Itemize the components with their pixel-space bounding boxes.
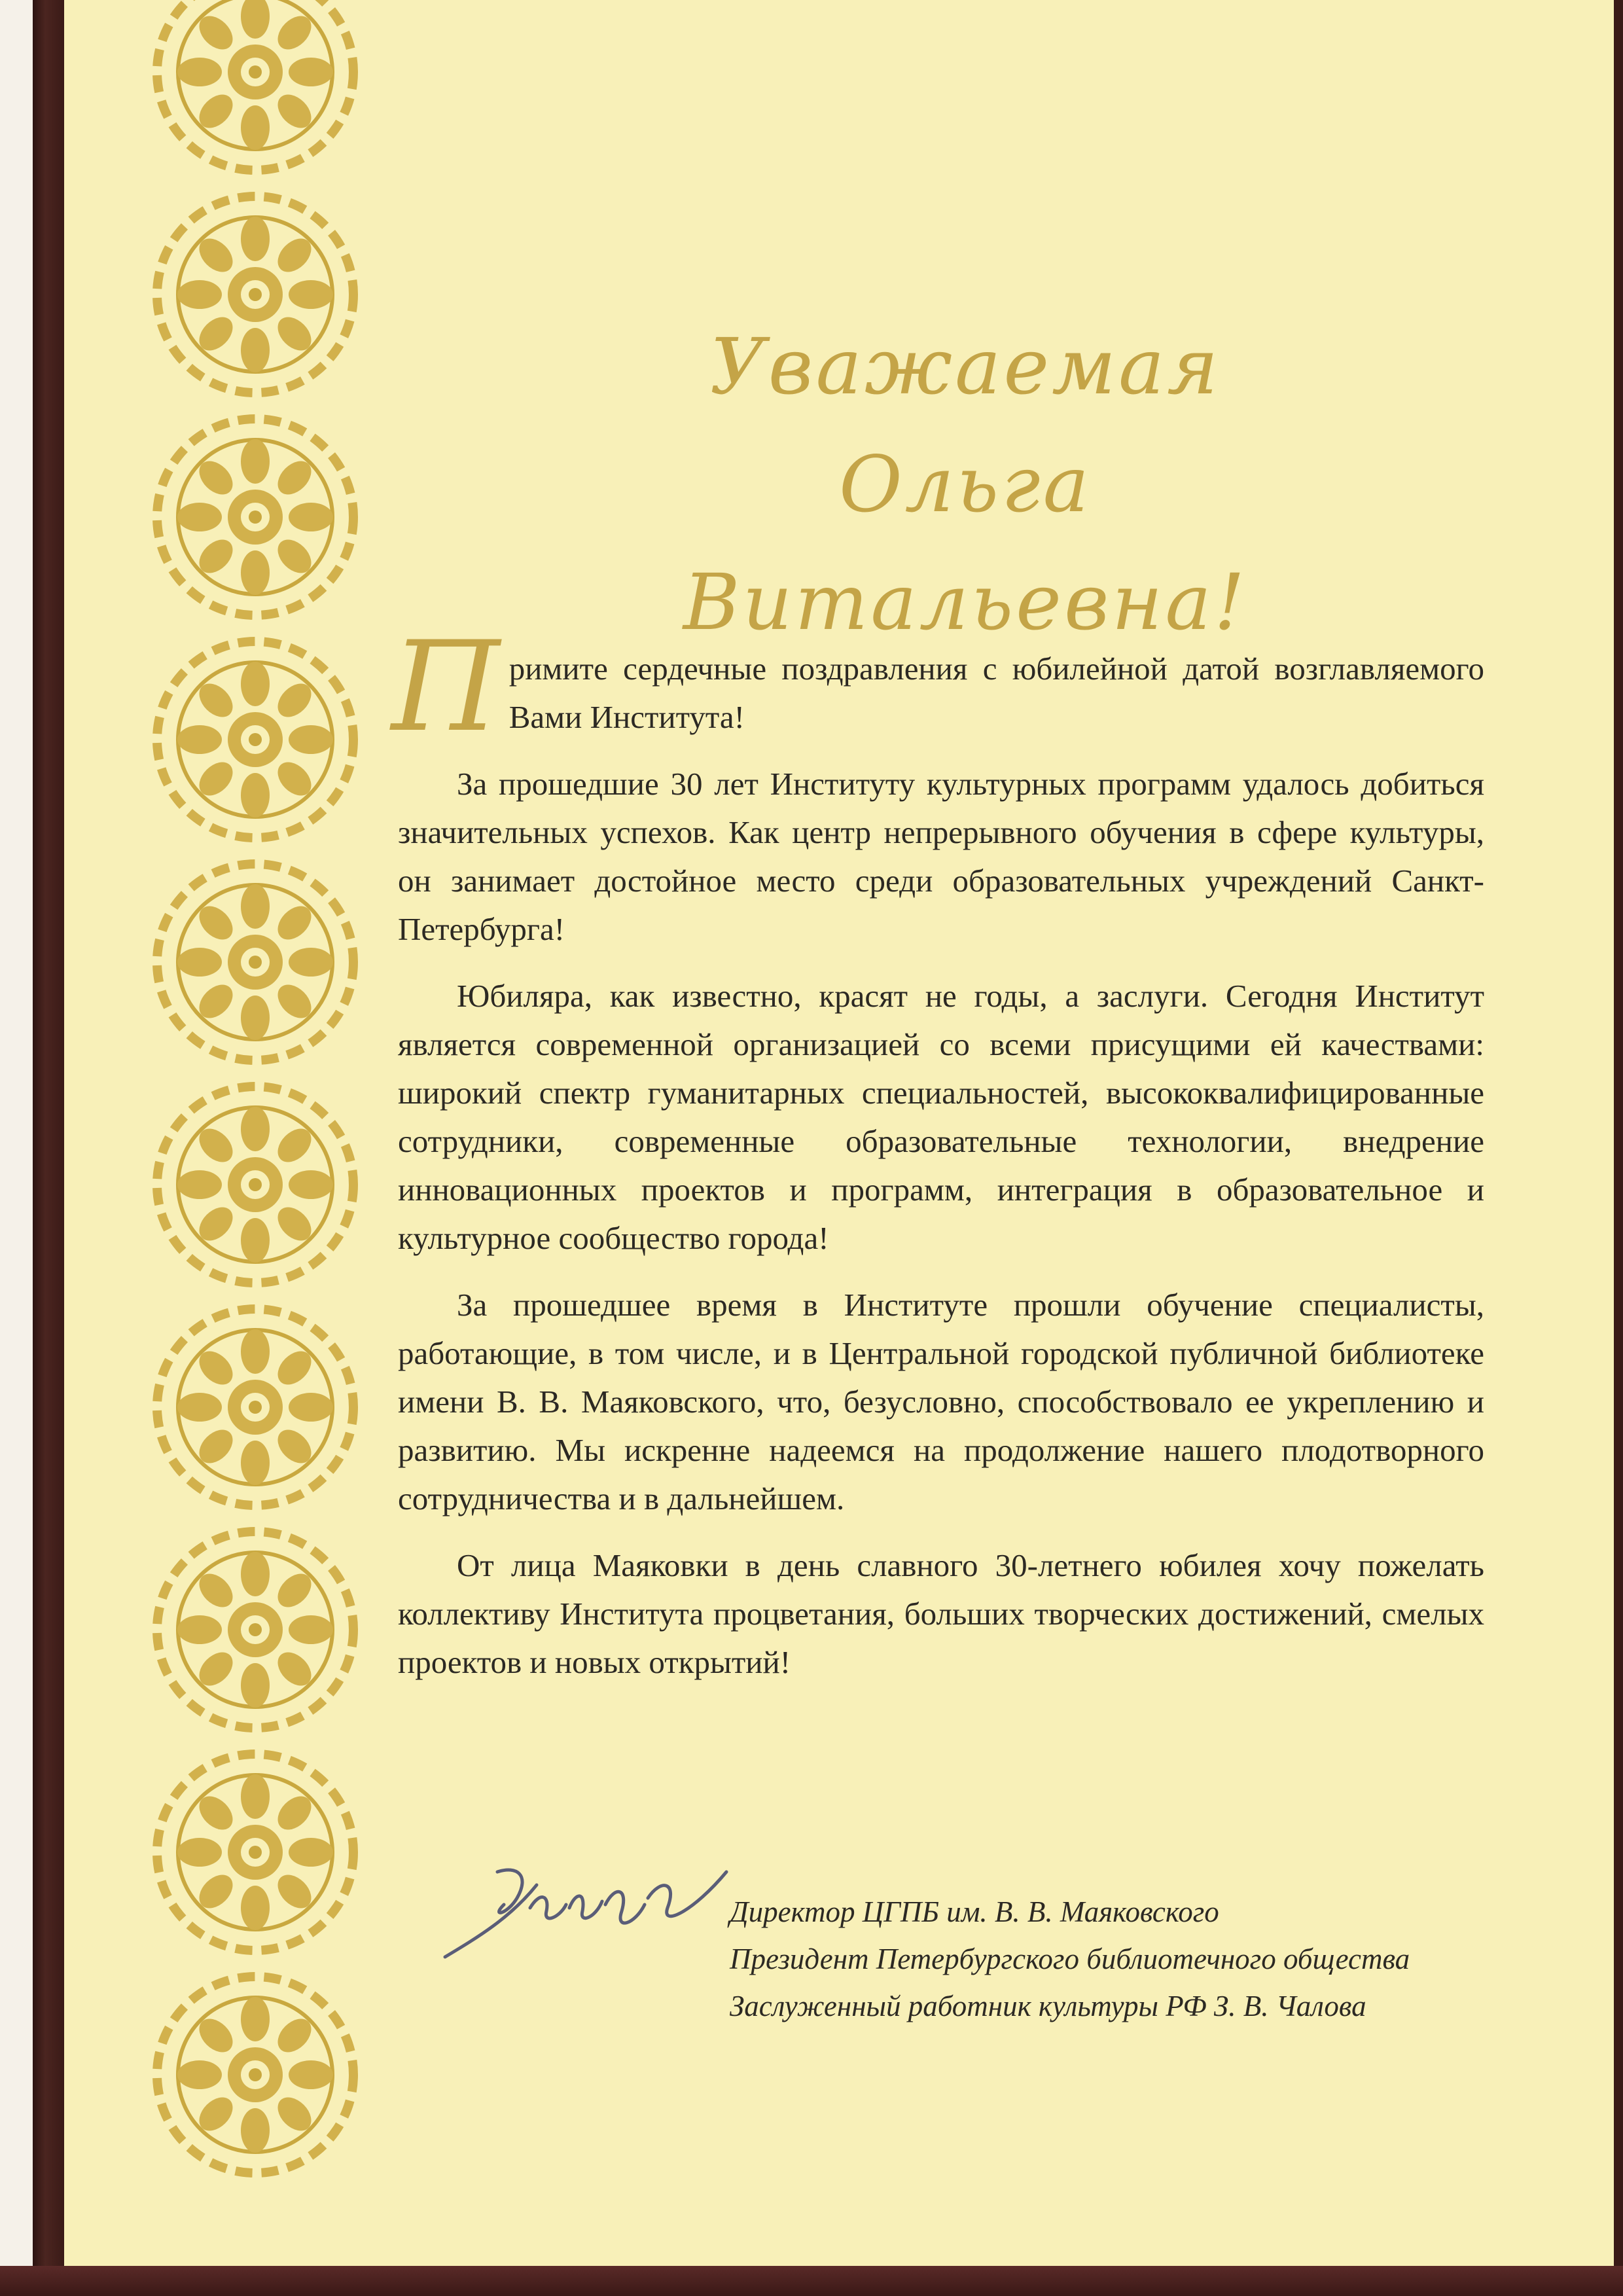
salutation-line-1: Уважаемая [709, 321, 1221, 412]
ornament-motif [157, 196, 353, 393]
ornament-motif [157, 1754, 353, 1950]
folder-edge [1614, 0, 1623, 2296]
folder-bottom [0, 2266, 1623, 2296]
signer-position-2: Президент Петербургского библиотечного общества [730, 1943, 1410, 1975]
signature-block [730, 1888, 1515, 2030]
paragraph-3: Юбиляра, как известно, красят не годы, а заслуги. Сегодня Институт является современной организацией со всеми присущими ей качествами: широкий спектр гуманитарных специальностей, высококвалифицированные сотрудники, современные образовательные технологии, внедрение инновационных проектов и программ, интеграция в образовательное и культурное сообщество города! [398, 978, 1484, 1256]
scan-margin [0, 0, 33, 2296]
letter-body [391, 615, 1484, 1705]
signer-title-name: Заслуженный работник культуры РФ З. В. Чалова [730, 1990, 1366, 2022]
paragraph-2: За прошедшие 30 лет Институту культурных программ удалось добиться значительных успехов. Как центр непрерывного обучения в сфере культуры, он занимает достойное место среди образовательных учреждений Санкт-Петербурга! [398, 766, 1484, 947]
ornament-motif [157, 1086, 353, 1283]
paragraph-5: От лица Маяковки в день славного 30-летнего юбилея хочу пожелать коллективу Института процветания, больших творческих достижений, смелых проектов и новых открытий! [398, 1547, 1484, 1680]
ornament-motif [157, 419, 353, 615]
ornament-motif [157, 864, 353, 1060]
ornament-motif [157, 0, 353, 170]
paragraph-1 [391, 615, 1484, 759]
ornament-motif [157, 1309, 353, 1505]
ornament-border [137, 0, 373, 2266]
folder-spine [33, 0, 64, 2296]
paragraph-4: За прошедшее время в Институте прошли обучение специалисты, работающие, в том числе, и в Центральной городской публичной библиотеке имени В. В. Маяковского, что, безусловно, способствовало ее укреплению и развитию. Мы искренне надеемся на продолжение нашего плодотворного сотрудничества и в дальнейшем. [398, 1287, 1484, 1516]
ornament-motif [157, 1532, 353, 1728]
signer-position-1: Директор ЦГПБ им. В. В. Маяковского [730, 1895, 1219, 1928]
ornament-motif [157, 1977, 353, 2173]
drop-cap: П [391, 615, 500, 759]
handwritten-signature [419, 1846, 733, 1970]
salutation [589, 308, 1342, 661]
ornament-motif [157, 641, 353, 838]
paragraph-1-text: римите сердечные поздравления с юбилейной датой возглавляемого Вами Института! [508, 651, 1484, 735]
salutation-line-2: Ольга Витальевна! [683, 439, 1248, 647]
